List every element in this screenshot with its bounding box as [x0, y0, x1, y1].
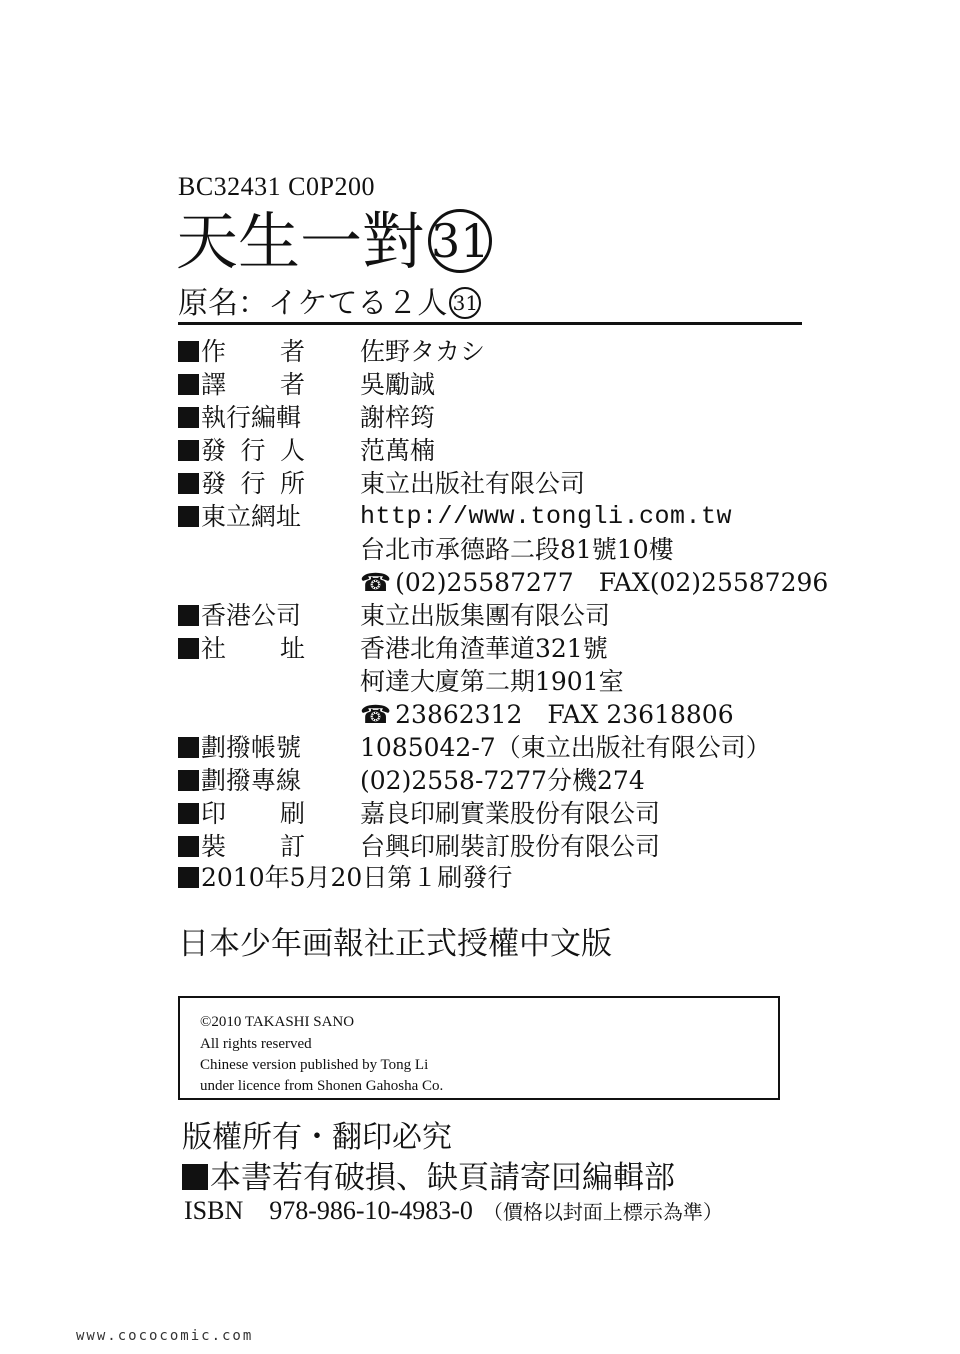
bullet-square-icon	[178, 737, 199, 758]
credit-label	[178, 798, 348, 830]
credit-value-text: 范萬楠	[360, 436, 436, 465]
bullet-square-icon	[178, 836, 199, 857]
credit-label-text: 譯 者	[201, 370, 305, 399]
telephone-icon: ☎	[360, 700, 392, 729]
credit-value	[360, 369, 435, 401]
credit-value-text: 東立出版集團有限公司	[360, 601, 611, 630]
credit-value-text: 台北市承德路二段81號10樓	[360, 535, 674, 564]
credit-value	[360, 600, 610, 632]
credit-label	[178, 633, 348, 665]
original-title-text: 原名：イケてる２人	[178, 286, 448, 321]
book-title	[176, 206, 492, 278]
credit-value-text: 嘉良印刷實業股份有限公司	[360, 799, 661, 828]
credit-value	[360, 336, 485, 368]
credit-label	[178, 600, 348, 632]
price-note: （價格以封面上標示為準）	[482, 1200, 723, 1224]
credit-label-text: 發 行 人	[201, 436, 305, 465]
credit-value-text: 謝梓筠	[360, 403, 436, 432]
credit-label-text: 東立網址	[201, 502, 302, 531]
credit-label	[178, 501, 348, 533]
credit-label	[178, 336, 348, 368]
credit-value-text: (02)2558-7277分機274	[360, 766, 645, 795]
credit-value-text: http://www.tongli.com.tw	[360, 502, 733, 531]
copyright-line: under licence from Shonen Gahosha Co.	[200, 1078, 444, 1094]
credit-value-text: 1085042-7（東立出版社有限公司）	[360, 733, 771, 762]
credit-value	[360, 765, 645, 797]
credit-label	[178, 468, 348, 500]
credit-value	[360, 831, 660, 863]
credit-label	[178, 732, 348, 764]
copyright-box	[178, 996, 780, 1100]
site-watermark: www.cococomic.com	[76, 1328, 254, 1344]
copyright-line: All rights reserved	[200, 1036, 312, 1052]
bullet-square-icon	[178, 374, 199, 395]
credit-value-text: 吳勵誠	[360, 370, 436, 399]
header-divider	[178, 322, 802, 325]
credit-value	[360, 534, 674, 566]
bullet-square-icon	[178, 605, 199, 626]
credit-label	[178, 765, 348, 797]
original-volume-badge: 31	[449, 287, 481, 319]
bullet-square-icon	[178, 341, 199, 362]
product-code: BC32431 C0P200	[178, 172, 375, 201]
credit-label-text: 劃撥專線	[201, 766, 302, 795]
credit-value-text: (02)25587277 FAX(02)25587296	[395, 568, 829, 597]
original-title	[178, 278, 481, 322]
license-statement: 日本少年画報社正式授權中文版	[178, 926, 612, 962]
telephone-icon: ☎	[360, 568, 392, 597]
bullet-square-icon	[178, 638, 199, 659]
credit-value	[360, 798, 660, 830]
credit-label-text: 劃撥帳號	[201, 733, 302, 762]
credit-value-text: 佐野タカシ	[360, 337, 486, 366]
bullet-square-icon	[178, 440, 199, 461]
credit-label-text: 社 址	[201, 634, 305, 663]
credit-value	[360, 501, 732, 533]
date-line-text: 2010年5月20日第１刷發行	[201, 863, 513, 892]
copyright-line: ©2010 TAKASHI SANO	[200, 1014, 355, 1030]
bullet-square-icon	[182, 1164, 208, 1190]
credit-label-text: 印 刷	[201, 799, 305, 828]
bullet-square-icon	[178, 506, 199, 527]
volume-number-badge: 31	[428, 209, 492, 273]
credit-value	[360, 633, 608, 665]
credit-label-text: 作 者	[201, 337, 305, 366]
bullet-square-icon	[178, 770, 199, 791]
credit-label	[178, 435, 348, 467]
credit-value	[360, 435, 435, 467]
credit-value	[360, 666, 624, 698]
credit-label-text: 裝 訂	[201, 832, 305, 861]
credit-label-text: 執行編輯	[201, 403, 302, 432]
credit-value-text: 23862312 FAX 23618806	[395, 700, 734, 729]
bullet-square-icon	[178, 803, 199, 824]
rights-statement: 版權所有・翻印必究	[182, 1120, 452, 1155]
credit-label	[178, 402, 348, 434]
returns-text: 本書若有破損、缺頁請寄回編輯部	[210, 1160, 675, 1196]
credit-label-text: 香港公司	[201, 601, 302, 630]
credit-value-text: 柯達大廈第二期1901室	[360, 667, 624, 696]
credit-label	[178, 369, 348, 401]
isbn-number: ISBN 978-986-10-4983-0	[184, 1196, 473, 1225]
credit-value-text: 香港北角渣華道321號	[360, 634, 608, 663]
credit-label	[178, 831, 348, 863]
credit-value	[360, 567, 828, 599]
bullet-square-icon	[178, 407, 199, 428]
credit-value	[360, 699, 734, 731]
copyright-line: Chinese version published by Tong Li	[200, 1057, 429, 1073]
bullet-square-icon	[178, 473, 199, 494]
credit-value	[360, 732, 771, 764]
credit-value-text: 台興印刷裝訂股份有限公司	[360, 832, 661, 861]
credit-value	[360, 468, 585, 500]
credit-label-text: 發 行 所	[201, 469, 305, 498]
title-text: 天生一對	[176, 205, 425, 278]
credit-value	[360, 402, 435, 434]
bullet-square-icon	[178, 867, 199, 888]
isbn-line	[184, 1190, 723, 1227]
credit-value-text: 東立出版社有限公司	[360, 469, 586, 498]
